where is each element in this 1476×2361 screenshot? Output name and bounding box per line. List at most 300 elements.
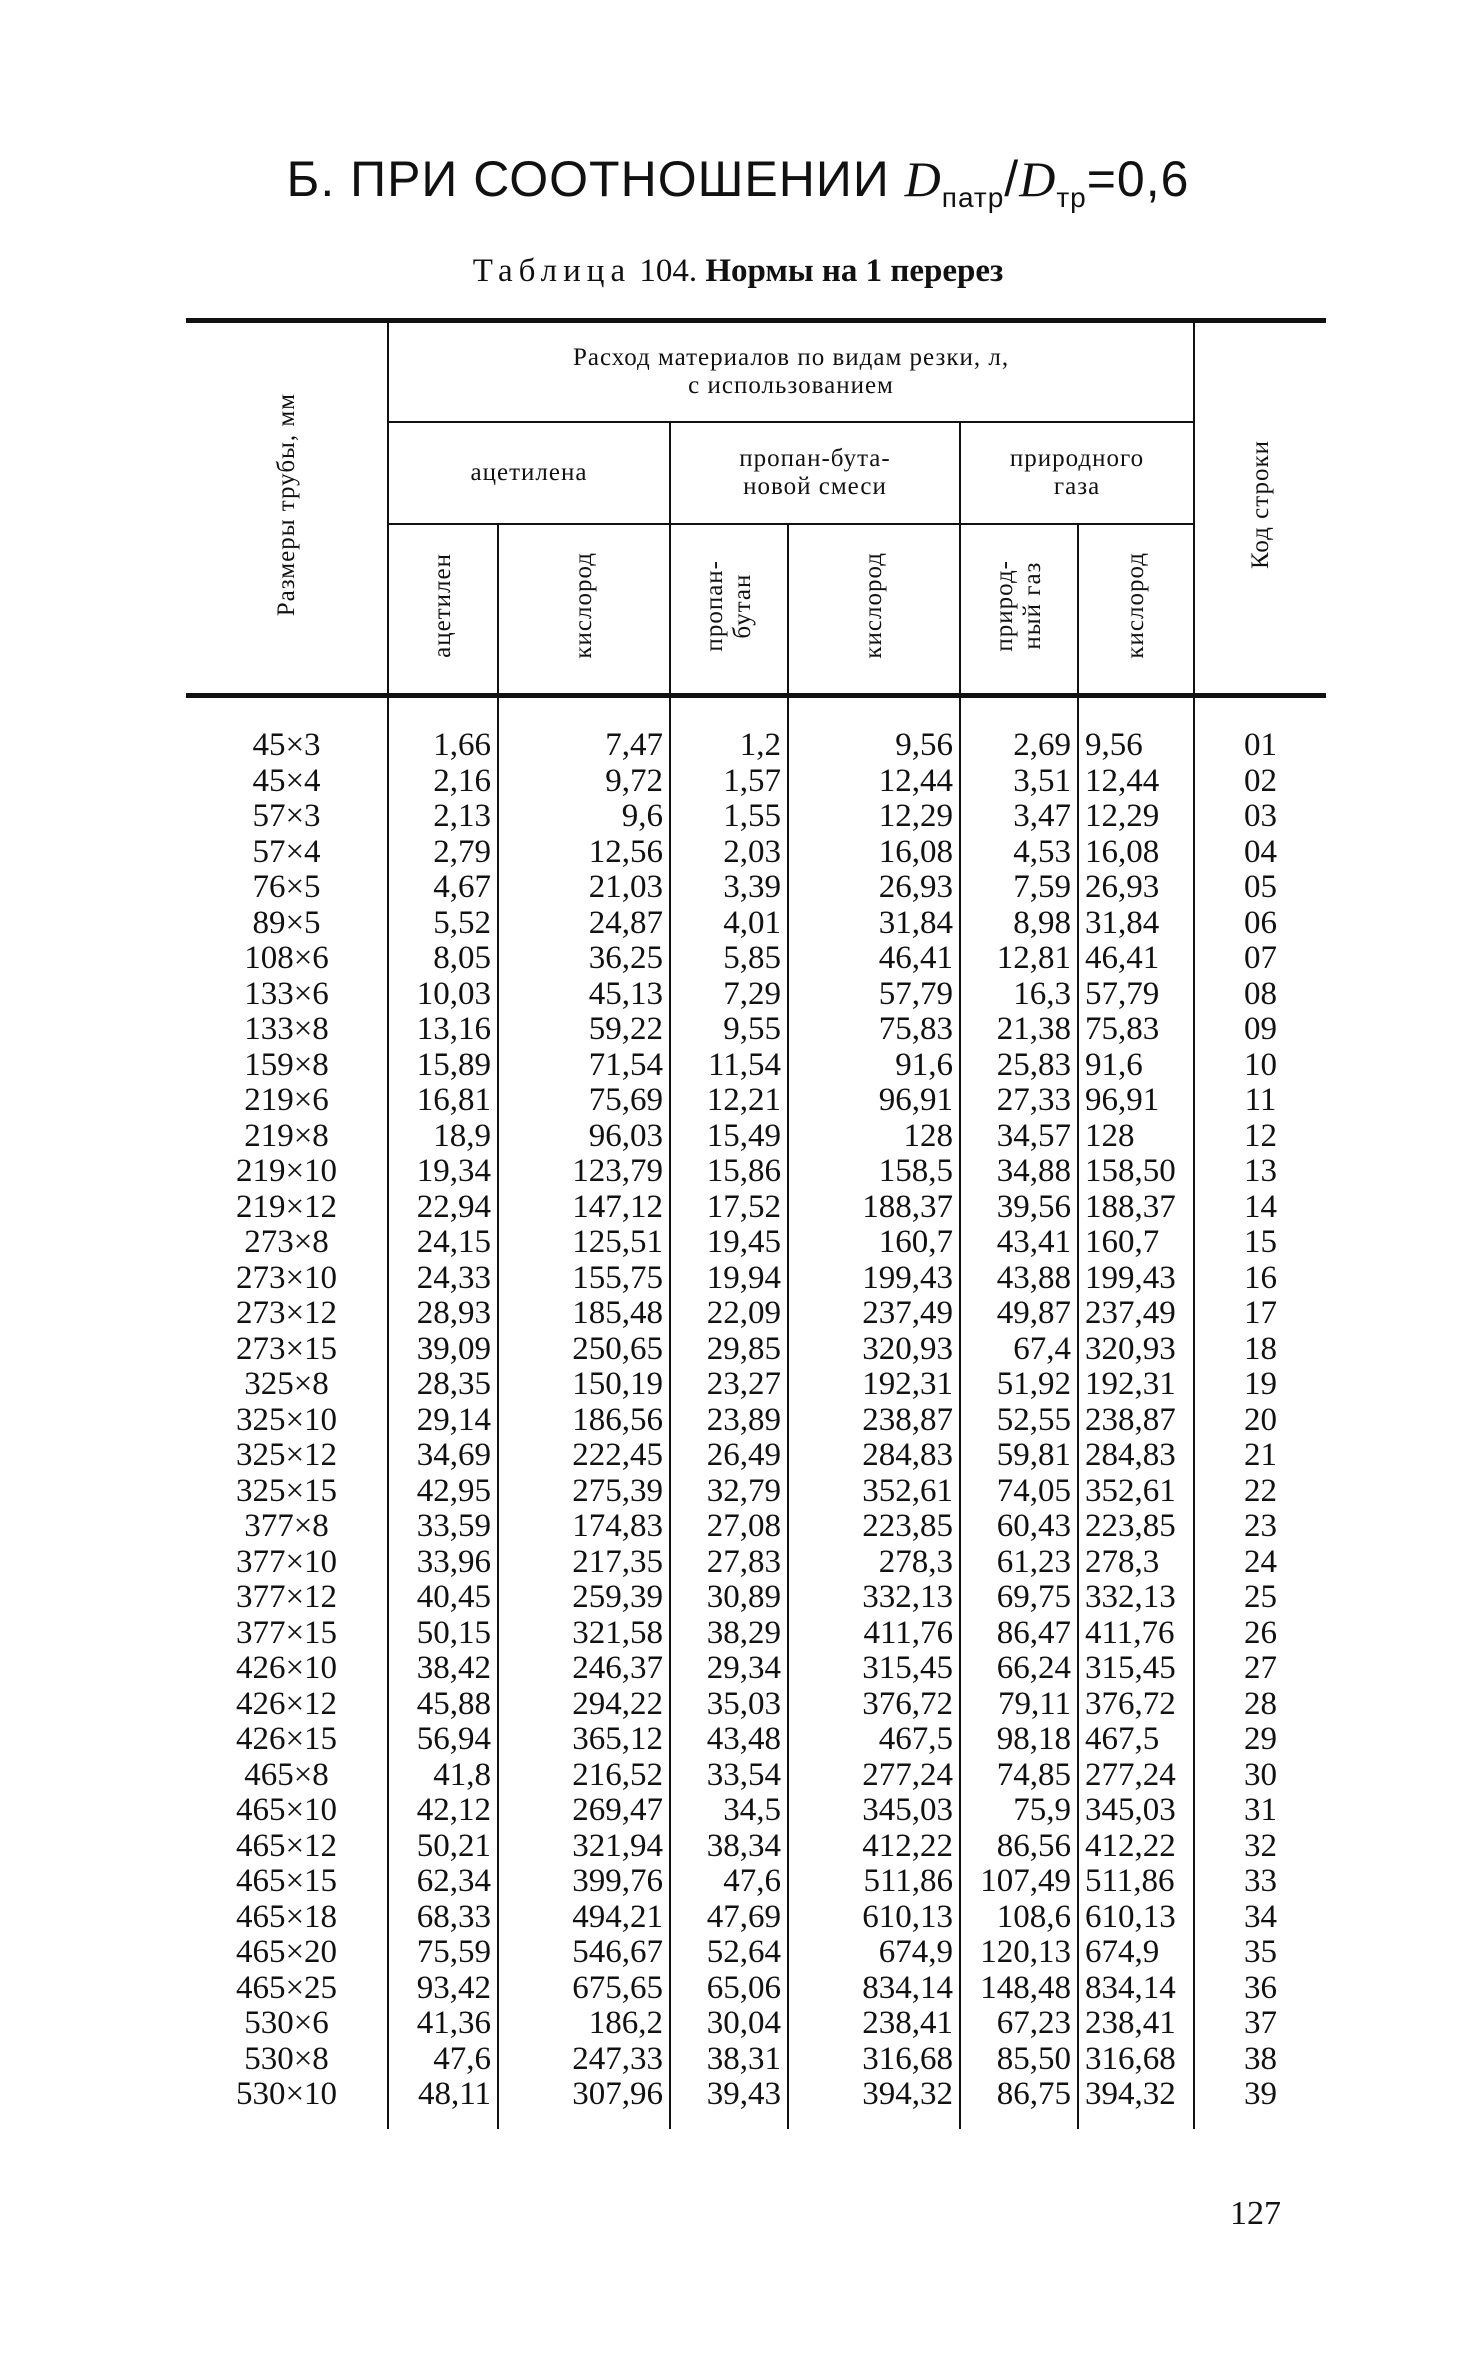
cell-o2: 57,79 — [788, 977, 960, 1013]
table-row — [186, 1332, 1326, 1368]
cell-o3: 467,5 — [1078, 1722, 1194, 1758]
cell-o2: 674,9 — [788, 1935, 960, 1971]
cell-ac: 34,69 — [388, 1438, 498, 1474]
cell-size: 530×8 — [186, 2042, 388, 2078]
table-header — [186, 321, 1326, 696]
header-consumption — [388, 321, 1194, 423]
cell-o1: 321,94 — [498, 1829, 670, 1865]
header-col-oxygen-1-text: кислород — [570, 552, 597, 659]
ratio-d2-sub: тр — [1056, 182, 1087, 213]
cell-size: 465×15 — [186, 1864, 388, 1900]
cell-o2: 12,29 — [788, 799, 960, 835]
cell-ac: 24,33 — [388, 1261, 498, 1297]
cell-pb: 19,94 — [670, 1261, 788, 1297]
cell-o1: 45,13 — [498, 977, 670, 1013]
cell-size: 219×12 — [186, 1190, 388, 1226]
table-row — [186, 1261, 1326, 1297]
cell-ac: 22,94 — [388, 1190, 498, 1226]
header-group-natural-gas — [960, 422, 1194, 524]
cell-code: 23 — [1194, 1509, 1326, 1545]
cell-pb: 39,43 — [670, 2077, 788, 2129]
cell-ac: 50,15 — [388, 1616, 498, 1652]
cell-pb: 19,45 — [670, 1225, 788, 1261]
cell-ng: 85,50 — [960, 2042, 1078, 2078]
cell-size: 426×12 — [186, 1687, 388, 1723]
cell-size: 465×10 — [186, 1793, 388, 1829]
cell-o1: 75,69 — [498, 1083, 670, 1119]
cell-o3: 320,93 — [1078, 1332, 1194, 1368]
cell-code: 22 — [1194, 1474, 1326, 1510]
cell-ac: 40,45 — [388, 1580, 498, 1616]
cell-o2: 394,32 — [788, 2077, 960, 2129]
cell-ac: 41,36 — [388, 2006, 498, 2042]
header-col-oxygen-2-text: кислород — [860, 552, 887, 659]
cell-o2: 46,41 — [788, 941, 960, 977]
table-row — [186, 1048, 1326, 1084]
header-consumption-line2: с использованием — [688, 372, 894, 399]
table-row — [186, 1900, 1326, 1936]
cell-o3: 12,44 — [1078, 764, 1194, 800]
cell-o1: 9,72 — [498, 764, 670, 800]
cell-pb: 38,31 — [670, 2042, 788, 2078]
cell-ac: 39,09 — [388, 1332, 498, 1368]
cell-code: 38 — [1194, 2042, 1326, 2078]
header-group-natural-line1: природного — [1009, 445, 1145, 472]
cell-o3: 9,56 — [1078, 696, 1194, 764]
cell-o2: 315,45 — [788, 1651, 960, 1687]
cell-size: 325×10 — [186, 1403, 388, 1439]
ratio-equals: =0,6 — [1086, 151, 1190, 207]
header-col-propane-line1: пропан- — [701, 559, 728, 652]
cell-o1: 546,67 — [498, 1935, 670, 1971]
cell-ac: 15,89 — [388, 1048, 498, 1084]
cell-o2: 223,85 — [788, 1509, 960, 1545]
table-row — [186, 977, 1326, 1013]
cell-pb: 12,21 — [670, 1083, 788, 1119]
cell-pb: 30,04 — [670, 2006, 788, 2042]
ratio-d2: D — [1019, 151, 1057, 207]
cell-ac: 42,95 — [388, 1474, 498, 1510]
cell-o2: 352,61 — [788, 1474, 960, 1510]
cell-o1: 186,2 — [498, 2006, 670, 2042]
cell-code: 24 — [1194, 1545, 1326, 1581]
cell-size: 273×10 — [186, 1261, 388, 1297]
cell-ng: 120,13 — [960, 1935, 1078, 1971]
cell-size: 465×25 — [186, 1971, 388, 2007]
cell-ng: 7,59 — [960, 870, 1078, 906]
cell-code: 31 — [1194, 1793, 1326, 1829]
cell-o1: 12,56 — [498, 835, 670, 871]
table-row — [186, 1971, 1326, 2007]
cell-code: 18 — [1194, 1332, 1326, 1368]
cell-o3: 57,79 — [1078, 977, 1194, 1013]
header-col-propane-line2: бутан — [729, 573, 756, 638]
cell-size: 57×4 — [186, 835, 388, 871]
cell-o2: 199,43 — [788, 1261, 960, 1297]
cell-o1: 96,03 — [498, 1119, 670, 1155]
cell-ng: 2,69 — [960, 696, 1078, 764]
cell-size: 76×5 — [186, 870, 388, 906]
cell-code: 14 — [1194, 1190, 1326, 1226]
cell-ng: 86,56 — [960, 1829, 1078, 1865]
table-number: 104. — [639, 253, 698, 289]
cell-o3: 278,3 — [1078, 1545, 1194, 1581]
cell-o1: 250,65 — [498, 1332, 670, 1368]
cell-o1: 125,51 — [498, 1225, 670, 1261]
cell-code: 28 — [1194, 1687, 1326, 1723]
cell-ng: 148,48 — [960, 1971, 1078, 2007]
cell-size: 159×8 — [186, 1048, 388, 1084]
cell-o2: 467,5 — [788, 1722, 960, 1758]
cell-size: 465×8 — [186, 1758, 388, 1794]
cell-o3: 160,7 — [1078, 1225, 1194, 1261]
table-row — [186, 1580, 1326, 1616]
cell-code: 27 — [1194, 1651, 1326, 1687]
cell-ng: 61,23 — [960, 1545, 1078, 1581]
cell-code: 26 — [1194, 1616, 1326, 1652]
cell-ng: 25,83 — [960, 1048, 1078, 1084]
cell-o3: 238,87 — [1078, 1403, 1194, 1439]
cell-o3: 238,41 — [1078, 2006, 1194, 2042]
cell-code: 36 — [1194, 1971, 1326, 2007]
cell-o2: 238,41 — [788, 2006, 960, 2042]
cell-size: 133×8 — [186, 1012, 388, 1048]
table-row — [186, 1616, 1326, 1652]
cell-size: 219×8 — [186, 1119, 388, 1155]
cell-o1: 155,75 — [498, 1261, 670, 1297]
cell-pb: 27,83 — [670, 1545, 788, 1581]
page-number: 127 — [1230, 2195, 1281, 2232]
cell-ng: 49,87 — [960, 1296, 1078, 1332]
cell-o1: 217,35 — [498, 1545, 670, 1581]
cell-ng: 74,05 — [960, 1474, 1078, 1510]
cell-o1: 9,6 — [498, 799, 670, 835]
cell-o3: 610,13 — [1078, 1900, 1194, 1936]
cell-o3: 674,9 — [1078, 1935, 1194, 1971]
cell-pb: 29,85 — [670, 1332, 788, 1368]
cell-code: 32 — [1194, 1829, 1326, 1865]
cell-ac: 33,59 — [388, 1509, 498, 1545]
cell-size: 89×5 — [186, 906, 388, 942]
cell-o2: 9,56 — [788, 696, 960, 764]
table-row — [186, 799, 1326, 835]
table-row — [186, 2042, 1326, 2078]
cell-ac: 10,03 — [388, 977, 498, 1013]
cell-ng: 59,81 — [960, 1438, 1078, 1474]
cell-pb: 22,09 — [670, 1296, 788, 1332]
cell-code: 09 — [1194, 1012, 1326, 1048]
cell-code: 08 — [1194, 977, 1326, 1013]
cell-size: 133×6 — [186, 977, 388, 1013]
cell-ac: 13,16 — [388, 1012, 498, 1048]
header-group-acetylene: ацетилена — [388, 422, 670, 524]
cell-ac: 48,11 — [388, 2077, 498, 2129]
table-row — [186, 1225, 1326, 1261]
cell-ac: 29,14 — [388, 1403, 498, 1439]
cell-o1: 222,45 — [498, 1438, 670, 1474]
cell-pb: 15,86 — [670, 1154, 788, 1190]
cell-pb: 5,85 — [670, 941, 788, 977]
norms-table — [186, 318, 1326, 2129]
cell-code: 13 — [1194, 1154, 1326, 1190]
cell-ac: 42,12 — [388, 1793, 498, 1829]
table-row — [186, 764, 1326, 800]
cell-code: 30 — [1194, 1758, 1326, 1794]
cell-o3: 75,83 — [1078, 1012, 1194, 1048]
header-col-natural-line1: природ- — [991, 559, 1018, 652]
table-row — [186, 1012, 1326, 1048]
cell-o3: 345,03 — [1078, 1793, 1194, 1829]
cell-o2: 91,6 — [788, 1048, 960, 1084]
cell-ac: 50,21 — [388, 1829, 498, 1865]
cell-pb: 65,06 — [670, 1971, 788, 2007]
cell-o3: 376,72 — [1078, 1687, 1194, 1723]
cell-o3: 411,76 — [1078, 1616, 1194, 1652]
cell-size: 377×8 — [186, 1509, 388, 1545]
cell-code: 33 — [1194, 1864, 1326, 1900]
cell-pb: 9,55 — [670, 1012, 788, 1048]
cell-o2: 412,22 — [788, 1829, 960, 1865]
table-word: Таблица — [472, 253, 632, 289]
cell-code: 25 — [1194, 1580, 1326, 1616]
cell-o3: 315,45 — [1078, 1651, 1194, 1687]
table-row — [186, 1083, 1326, 1119]
cell-ac: 41,8 — [388, 1758, 498, 1794]
cell-o2: 96,91 — [788, 1083, 960, 1119]
cell-o1: 36,25 — [498, 941, 670, 977]
cell-size: 325×8 — [186, 1367, 388, 1403]
cell-o2: 158,5 — [788, 1154, 960, 1190]
cell-code: 20 — [1194, 1403, 1326, 1439]
cell-ng: 108,6 — [960, 1900, 1078, 1936]
cell-code: 02 — [1194, 764, 1326, 800]
cell-o2: 192,31 — [788, 1367, 960, 1403]
cell-o2: 188,37 — [788, 1190, 960, 1226]
cell-o2: 834,14 — [788, 1971, 960, 2007]
cell-ac: 1,66 — [388, 696, 498, 764]
cell-ng: 86,47 — [960, 1616, 1078, 1652]
cell-ng: 52,55 — [960, 1403, 1078, 1439]
table-body — [186, 696, 1326, 2129]
ratio-d1: D — [904, 151, 942, 207]
cell-code: 06 — [1194, 906, 1326, 942]
cell-o3: 511,86 — [1078, 1864, 1194, 1900]
ratio-slash: / — [1004, 151, 1020, 207]
cell-code: 21 — [1194, 1438, 1326, 1474]
cell-size: 45×4 — [186, 764, 388, 800]
cell-pb: 17,52 — [670, 1190, 788, 1226]
cell-pb: 1,57 — [670, 764, 788, 800]
cell-o1: 399,76 — [498, 1864, 670, 1900]
cell-o1: 247,33 — [498, 2042, 670, 2078]
cell-ng: 4,53 — [960, 835, 1078, 871]
cell-o3: 12,29 — [1078, 799, 1194, 835]
header-col-oxygen-3-text: кислород — [1122, 552, 1150, 659]
header-col-natural-line2: ный газ — [1019, 561, 1046, 650]
cell-o3: 199,43 — [1078, 1261, 1194, 1297]
cell-ng: 3,51 — [960, 764, 1078, 800]
cell-size: 377×15 — [186, 1616, 388, 1652]
table-row — [186, 1864, 1326, 1900]
cell-code: 19 — [1194, 1367, 1326, 1403]
cell-o1: 185,48 — [498, 1296, 670, 1332]
cell-code: 37 — [1194, 2006, 1326, 2042]
table-row — [186, 1829, 1326, 1865]
cell-size: 530×10 — [186, 2077, 388, 2129]
cell-ac: 75,59 — [388, 1935, 498, 1971]
cell-ac: 8,05 — [388, 941, 498, 977]
cell-ac: 5,52 — [388, 906, 498, 942]
cell-code: 29 — [1194, 1722, 1326, 1758]
cell-code: 39 — [1194, 2077, 1326, 2129]
table-row — [186, 1403, 1326, 1439]
table-row — [186, 1545, 1326, 1581]
table-row — [186, 1758, 1326, 1794]
cell-ac: 38,42 — [388, 1651, 498, 1687]
cell-ng: 16,3 — [960, 977, 1078, 1013]
cell-pb: 33,54 — [670, 1758, 788, 1794]
header-col-natural-gas — [960, 524, 1078, 696]
header-code-text: Код строки — [1246, 439, 1274, 570]
cell-size: 465×12 — [186, 1829, 388, 1865]
cell-o3: 91,6 — [1078, 1048, 1194, 1084]
cell-pb: 47,69 — [670, 1900, 788, 1936]
cell-o2: 26,93 — [788, 870, 960, 906]
cell-size: 325×15 — [186, 1474, 388, 1510]
header-group-propane-line2: новой смеси — [743, 473, 887, 500]
cell-size: 426×10 — [186, 1651, 388, 1687]
cell-ng: 86,75 — [960, 2077, 1078, 2129]
header-sizes-text: Размеры трубы, мм — [272, 392, 300, 617]
cell-o3: 192,31 — [1078, 1367, 1194, 1403]
cell-o1: 494,21 — [498, 1900, 670, 1936]
cell-pb: 1,2 — [670, 696, 788, 764]
cell-o1: 147,12 — [498, 1190, 670, 1226]
header-col-oxygen-2 — [788, 524, 960, 696]
cell-ac: 18,9 — [388, 1119, 498, 1155]
cell-size: 325×12 — [186, 1438, 388, 1474]
cell-o1: 71,54 — [498, 1048, 670, 1084]
cell-o3: 46,41 — [1078, 941, 1194, 977]
cell-o1: 675,65 — [498, 1971, 670, 2007]
table-row — [186, 1935, 1326, 1971]
cell-ac: 68,33 — [388, 1900, 498, 1936]
table-row — [186, 2077, 1326, 2129]
cell-code: 35 — [1194, 1935, 1326, 1971]
cell-pb: 30,89 — [670, 1580, 788, 1616]
table-row — [186, 1119, 1326, 1155]
cell-size: 465×18 — [186, 1900, 388, 1936]
table-row — [186, 906, 1326, 942]
cell-ac: 33,96 — [388, 1545, 498, 1581]
cell-ng: 75,9 — [960, 1793, 1078, 1829]
cell-o2: 277,24 — [788, 1758, 960, 1794]
cell-code: 11 — [1194, 1083, 1326, 1119]
cell-o2: 332,13 — [788, 1580, 960, 1616]
cell-ac: 28,35 — [388, 1367, 498, 1403]
cell-o3: 284,83 — [1078, 1438, 1194, 1474]
header-group-propane-line1: пропан-бута- — [739, 445, 891, 472]
table-row — [186, 1509, 1326, 1545]
cell-pb: 32,79 — [670, 1474, 788, 1510]
cell-o3: 277,24 — [1078, 1758, 1194, 1794]
ratio-d1-sub: патр — [941, 182, 1005, 213]
cell-o1: 7,47 — [498, 696, 670, 764]
cell-o2: 12,44 — [788, 764, 960, 800]
table-row — [186, 835, 1326, 871]
header-group-propane — [670, 422, 960, 524]
table-row — [186, 1438, 1326, 1474]
cell-code: 05 — [1194, 870, 1326, 906]
table-caption-text: Нормы на 1 перерез — [705, 253, 1004, 289]
header-consumption-line1: Расход материалов по видам резки, л, — [572, 344, 1010, 371]
cell-o2: 345,03 — [788, 1793, 960, 1829]
cell-pb: 35,03 — [670, 1687, 788, 1723]
cell-ng: 74,85 — [960, 1758, 1078, 1794]
table-row — [186, 696, 1326, 764]
cell-o3: 31,84 — [1078, 906, 1194, 942]
cell-size: 530×6 — [186, 2006, 388, 2042]
cell-size: 426×15 — [186, 1722, 388, 1758]
cell-size: 219×10 — [186, 1154, 388, 1190]
cell-o3: 412,22 — [1078, 1829, 1194, 1865]
cell-size: 108×6 — [186, 941, 388, 977]
cell-pb: 23,89 — [670, 1403, 788, 1439]
cell-o2: 31,84 — [788, 906, 960, 942]
table-row — [186, 1296, 1326, 1332]
cell-size: 57×3 — [186, 799, 388, 835]
cell-code: 10 — [1194, 1048, 1326, 1084]
cell-ng: 27,33 — [960, 1083, 1078, 1119]
cell-pb: 7,29 — [670, 977, 788, 1013]
table-row — [186, 1722, 1326, 1758]
header-col-propane — [670, 524, 788, 696]
header-code — [1194, 321, 1326, 696]
cell-pb: 2,03 — [670, 835, 788, 871]
cell-ac: 93,42 — [388, 1971, 498, 2007]
cell-ng: 67,4 — [960, 1332, 1078, 1368]
cell-ac: 47,6 — [388, 2042, 498, 2078]
cell-o1: 186,56 — [498, 1403, 670, 1439]
cell-o3: 352,61 — [1078, 1474, 1194, 1510]
cell-ng: 98,18 — [960, 1722, 1078, 1758]
cell-o1: 174,83 — [498, 1509, 670, 1545]
cell-o3: 26,93 — [1078, 870, 1194, 906]
cell-o3: 158,50 — [1078, 1154, 1194, 1190]
cell-o2: 411,76 — [788, 1616, 960, 1652]
cell-size: 273×15 — [186, 1332, 388, 1368]
cell-o2: 16,08 — [788, 835, 960, 871]
section-heading-prefix: Б. ПРИ СООТНОШЕНИИ — [286, 151, 890, 207]
cell-size: 377×12 — [186, 1580, 388, 1616]
cell-ng: 43,41 — [960, 1225, 1078, 1261]
cell-o1: 269,47 — [498, 1793, 670, 1829]
table-row — [186, 1793, 1326, 1829]
cell-o3: 332,13 — [1078, 1580, 1194, 1616]
header-col-oxygen-1 — [498, 524, 670, 696]
cell-size: 273×8 — [186, 1225, 388, 1261]
cell-ac: 24,15 — [388, 1225, 498, 1261]
cell-pb: 3,39 — [670, 870, 788, 906]
table-row — [186, 1651, 1326, 1687]
cell-o1: 259,39 — [498, 1580, 670, 1616]
cell-ng: 8,98 — [960, 906, 1078, 942]
cell-code: 34 — [1194, 1900, 1326, 1936]
cell-o1: 275,39 — [498, 1474, 670, 1510]
cell-ng: 51,92 — [960, 1367, 1078, 1403]
cell-pb: 34,5 — [670, 1793, 788, 1829]
cell-pb: 52,64 — [670, 1935, 788, 1971]
